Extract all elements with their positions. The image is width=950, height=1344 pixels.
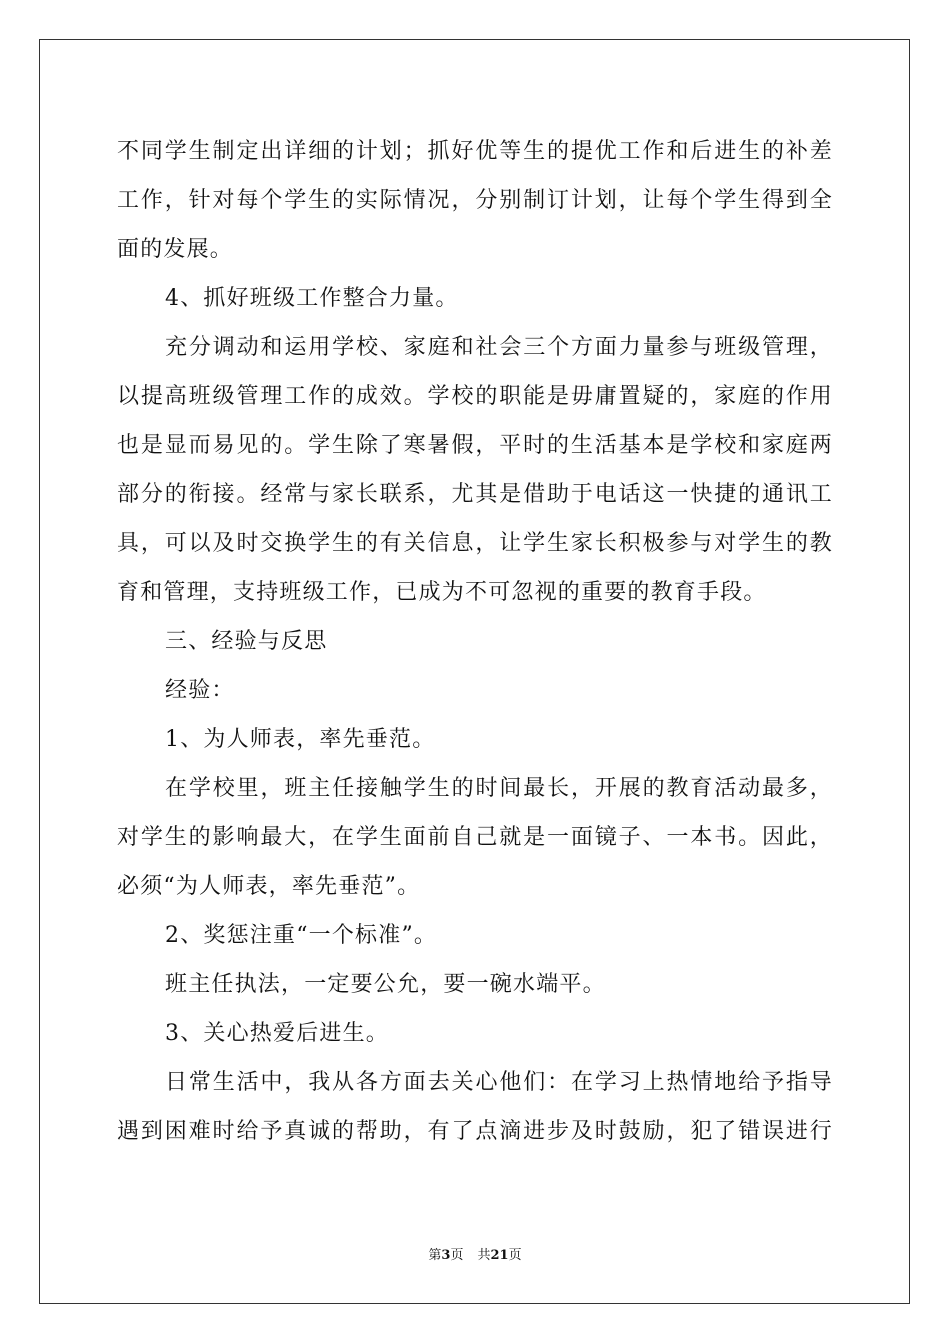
text-line: 对学生的影响最大，在学生面前自己就是一面镜子、一本书。因此， (117, 825, 833, 850)
text-line: 也是显而易见的。学生除了寒暑假，平时的生活基本是学校和家庭两 (117, 433, 833, 458)
text-line: 具，可以及时交换学生的有关信息，让学生家长积极参与对学生的教 (117, 531, 833, 556)
text-line: 在学校里，班主任接触学生的时间最长，开展的教育活动最多， (165, 776, 833, 801)
text-line: 日常生活中，我从各方面去关心他们：在学习上热情地给予指导 (165, 1070, 833, 1095)
text-line: 以提高班级管理工作的成效。学校的职能是毋庸置疑的，家庭的作用 (117, 384, 833, 409)
text-line: 不同学生制定出详细的计划；抓好优等生的提优工作和后进生的补差 (117, 139, 833, 164)
page-prefix: 第 (428, 1248, 442, 1263)
section-heading: 1、为人师表，率先垂范。 (165, 727, 436, 752)
section-heading: 4、抓好班级工作整合力量。 (165, 286, 459, 311)
section-heading: 2、奖惩注重“一个标准”。 (165, 923, 438, 948)
text-line: 部分的衔接。经常与家长联系，尤其是借助于电话这一快捷的通讯工 (117, 482, 833, 507)
total-unit: 页 (508, 1248, 522, 1263)
page-total: 21 (490, 1248, 509, 1263)
text-line: 必须“为人师表，率先垂范”。 (117, 874, 421, 899)
page-unit: 页 (450, 1248, 464, 1263)
section-heading: 3、关心热爱后进生。 (165, 1021, 389, 1046)
page-current: 3 (441, 1248, 451, 1263)
page-footer (0, 1246, 950, 1266)
text-line: 遇到困难时给予真诚的帮助，有了点滴进步及时鼓励，犯了错误进行 (117, 1119, 833, 1144)
section-heading: 三、经验与反思 (165, 629, 328, 654)
text-line: 育和管理，支持班级工作，已成为不可忽视的重要的教育手段。 (117, 580, 767, 605)
text-line: 班主任执法，一定要公允，要一碗水端平。 (165, 972, 606, 997)
document-body (117, 127, 833, 1156)
text-line: 工作，针对每个学生的实际情况，分别制订计划，让每个学生得到全 (117, 188, 833, 213)
text-line: 充分调动和运用学校、家庭和社会三个方面力量参与班级管理， (165, 335, 833, 360)
total-prefix: 共 (477, 1248, 491, 1263)
text-line: 面的发展。 (117, 237, 234, 262)
section-heading: 经验： (165, 678, 235, 703)
